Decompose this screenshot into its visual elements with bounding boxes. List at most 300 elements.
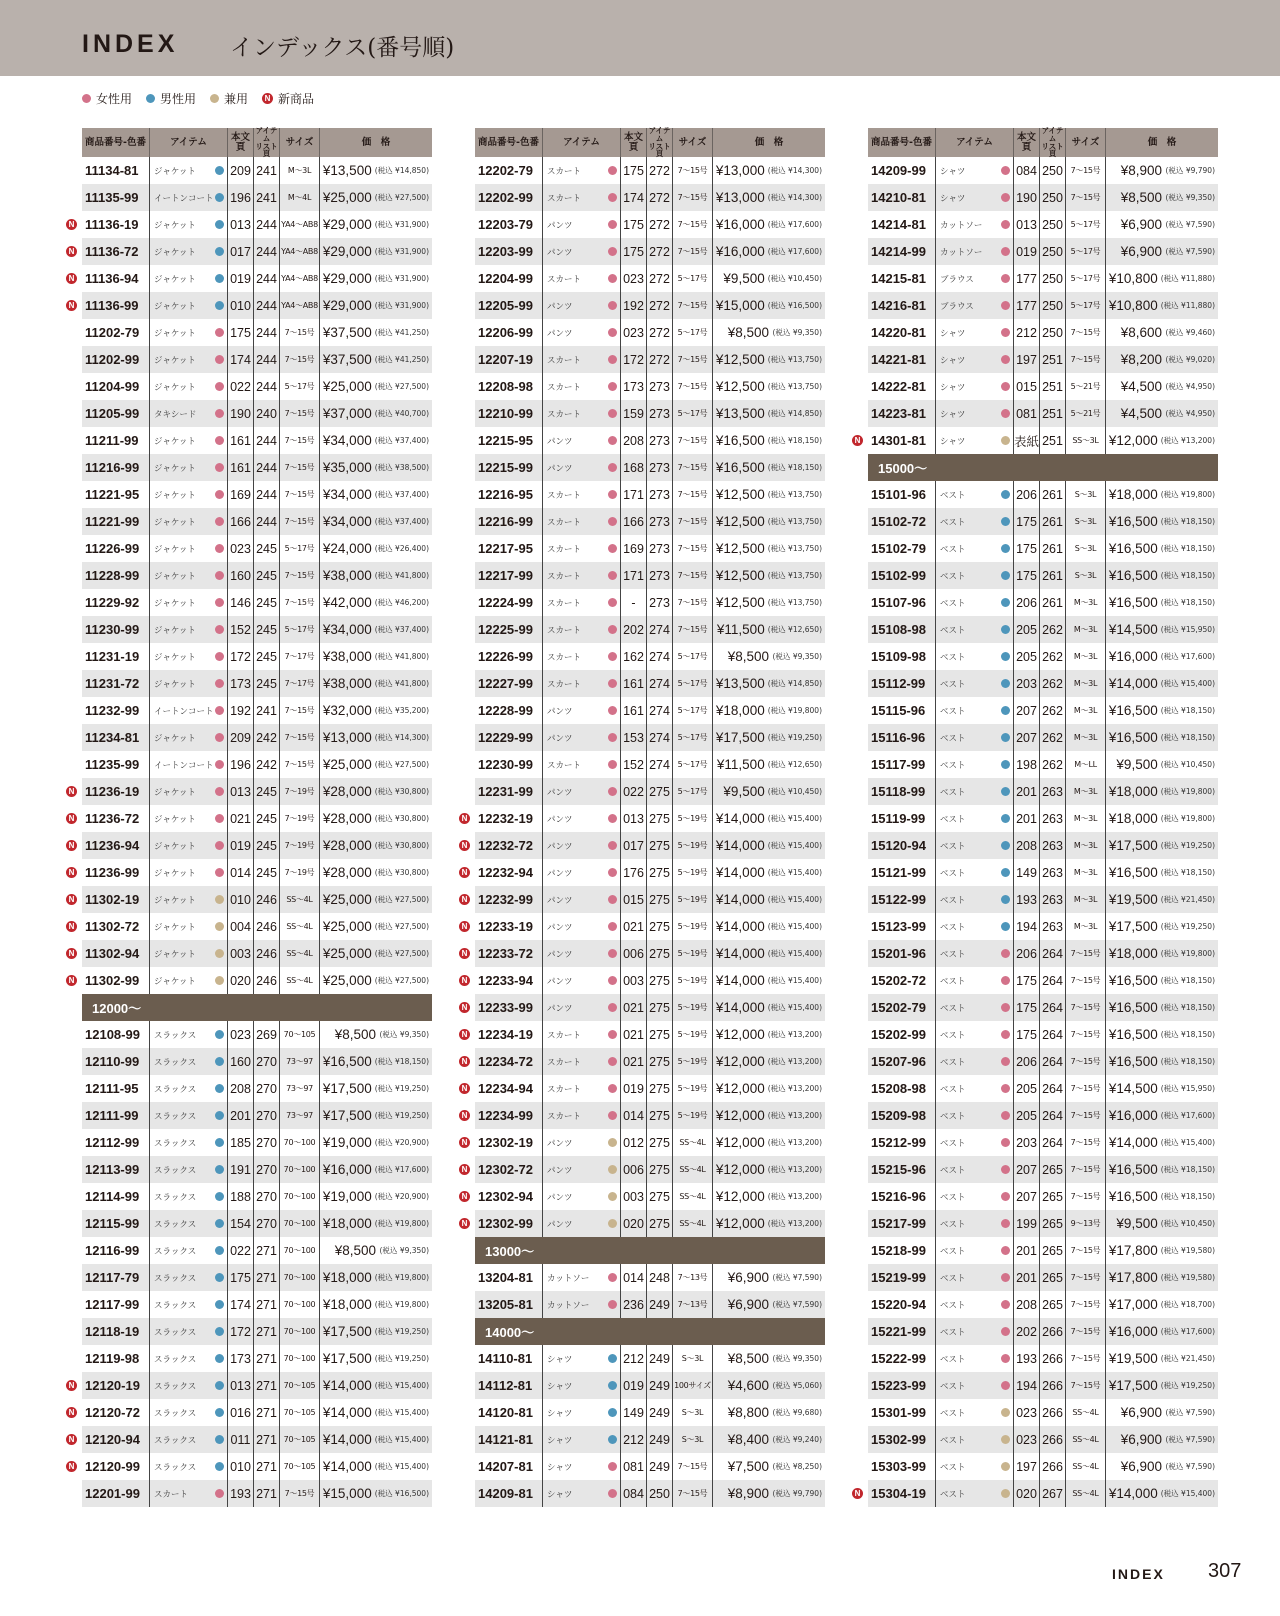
size-range: 7～15号: [1066, 967, 1106, 994]
product-code: 13205-81: [475, 1291, 543, 1318]
price-incl-tax: (税込 ¥18,150): [1160, 1057, 1215, 1066]
tax-price: ¥9,460: [1185, 328, 1213, 337]
new-product-icon: N: [459, 867, 470, 878]
tax-price: ¥11,880: [1181, 274, 1213, 283]
item-name: シャツ: [940, 436, 966, 447]
women-dot-icon: [608, 220, 617, 229]
size-range: 7～15号: [280, 589, 320, 616]
women-dot-icon: [215, 706, 224, 715]
size-range: 7～15号: [1066, 1156, 1106, 1183]
list-page: 251: [1040, 427, 1066, 454]
size-range: S～3L: [673, 1399, 713, 1426]
item-cell: [543, 211, 621, 238]
item-cell: [543, 1048, 621, 1075]
price-cell: [1106, 1453, 1218, 1480]
price-incl-tax: (税込 ¥7,590): [1165, 247, 1215, 256]
women-dot-icon: [608, 1462, 617, 1471]
tax-price: ¥16,500: [788, 301, 820, 310]
product-code: 14121-81: [475, 1426, 543, 1453]
price-incl-tax: (税込 ¥13,200): [1160, 436, 1215, 445]
price-cell: [320, 454, 432, 481]
tax-price: ¥19,580: [1181, 1273, 1213, 1282]
price: ¥25,000: [322, 379, 372, 394]
list-page: 265: [1040, 1264, 1066, 1291]
price: ¥8,500: [334, 1027, 376, 1042]
price: ¥8,500: [727, 649, 769, 664]
product-code: 12231-99: [475, 778, 543, 805]
item-name: ジャケット: [154, 355, 196, 366]
tax-price: ¥19,250: [395, 1327, 427, 1336]
size-range: 7～15号: [673, 1453, 713, 1480]
item-name: スラックス: [154, 1219, 197, 1230]
price-incl-tax: (税込 ¥16,500): [374, 1489, 429, 1498]
table-header: [868, 125, 1218, 159]
index-table-2: [461, 125, 825, 1507]
item-cell: [543, 697, 621, 724]
body-page: 022: [621, 778, 647, 805]
item-cell: [543, 940, 621, 967]
tax-price: ¥17,600: [788, 247, 820, 256]
price-incl-tax: (税込 ¥15,400): [767, 895, 822, 904]
price-cell: [320, 481, 432, 508]
women-dot-icon: [608, 1489, 617, 1498]
list-page: 275: [647, 1021, 673, 1048]
tax-prefix: 税込: [770, 733, 786, 742]
section-header: 13000～: [475, 1237, 825, 1264]
price-incl-tax: (税込 ¥31,900): [374, 274, 429, 283]
price-cell: [320, 1156, 432, 1183]
table-row: [475, 508, 825, 535]
size-range: 70～100: [280, 1156, 320, 1183]
header-price: 価 格: [1147, 136, 1177, 148]
price: ¥9,500: [1116, 1216, 1158, 1231]
size-range: 7～15号: [673, 562, 713, 589]
price-incl-tax: (税込 ¥35,200): [374, 706, 429, 715]
body-page: 023: [228, 535, 254, 562]
product-code: 12206-99: [475, 319, 543, 346]
item-name: スカート: [547, 1111, 582, 1122]
list-page: 274: [647, 616, 673, 643]
price-cell: [1106, 832, 1218, 859]
size-range: 5～17号: [1066, 265, 1106, 292]
tax-prefix: 税込: [377, 1219, 393, 1228]
item-name: ジャケット: [154, 463, 196, 474]
item-name: スラックス: [154, 1300, 197, 1311]
table-row: [475, 1399, 825, 1426]
item-name: ベスト: [940, 679, 966, 690]
table-row: [68, 1453, 432, 1480]
table-row: [868, 535, 1218, 562]
item-cell: [150, 1291, 228, 1318]
table-row: [68, 238, 432, 265]
tax-price: ¥9,350: [399, 1246, 427, 1255]
tax-prefix: 税込: [1163, 976, 1179, 985]
unisex-dot-icon: [215, 922, 224, 931]
tax-price: ¥21,450: [1181, 1354, 1213, 1363]
item-cell: [936, 238, 1014, 265]
price-incl-tax: (税込 ¥14,300): [374, 733, 429, 742]
legend-item-women: [82, 90, 132, 107]
body-page: 175: [1014, 535, 1040, 562]
tax-prefix: 税込: [1163, 1246, 1179, 1255]
women-dot-icon: [215, 760, 224, 769]
list-page: 245: [254, 670, 280, 697]
body-page: 010: [228, 1453, 254, 1480]
men-dot-icon: [1001, 625, 1010, 634]
body-page: 188: [228, 1183, 254, 1210]
list-page: 275: [647, 859, 673, 886]
price-cell: [1106, 157, 1218, 184]
price-incl-tax: (税込 ¥13,200): [767, 1165, 822, 1174]
item-name: ベスト: [940, 1138, 966, 1149]
unisex-dot-icon: [215, 976, 224, 985]
price-cell: [1106, 589, 1218, 616]
body-page: 013: [228, 1372, 254, 1399]
women-dot-icon: [608, 1084, 617, 1093]
list-page: 275: [647, 778, 673, 805]
tax-price: ¥15,400: [395, 1381, 427, 1390]
price-incl-tax: (税込 ¥19,250): [374, 1327, 429, 1336]
price: ¥4,500: [1120, 379, 1162, 394]
size-range: 5～17号: [673, 724, 713, 751]
list-page: 245: [254, 562, 280, 589]
item-cell: [543, 1210, 621, 1237]
price-cell: [713, 670, 825, 697]
item-cell: [543, 1372, 621, 1399]
new-product-icon: N: [459, 975, 470, 986]
price-incl-tax: (税込 ¥15,400): [767, 841, 822, 850]
item-name: ベスト: [940, 787, 966, 798]
women-dot-icon: [608, 841, 617, 850]
table-row: [868, 940, 1218, 967]
price-incl-tax: (税込 ¥15,400): [767, 868, 822, 877]
item-name: スカート: [547, 517, 582, 528]
price-cell: [320, 832, 432, 859]
men-dot-icon: [215, 166, 224, 175]
item-cell: [150, 1453, 228, 1480]
item-name: スカート: [547, 625, 582, 636]
list-page: 264: [1040, 1048, 1066, 1075]
tax-price: ¥7,590: [1185, 1462, 1213, 1471]
item-name: スラックス: [154, 1327, 197, 1338]
tax-prefix: 税込: [770, 868, 786, 877]
body-page: 003: [621, 1183, 647, 1210]
body-page: -: [621, 589, 647, 616]
product-code: 15209-98: [868, 1102, 936, 1129]
body-page: 169: [228, 481, 254, 508]
price: ¥16,500: [715, 433, 765, 448]
item-name: スラックス: [154, 1246, 197, 1257]
price-incl-tax: (税込 ¥15,400): [374, 1462, 429, 1471]
item-name: ベスト: [940, 1030, 966, 1041]
item-cell: [543, 886, 621, 913]
tax-prefix: 税込: [1163, 301, 1179, 310]
table-row: [461, 1021, 825, 1048]
tax-price: ¥26,400: [395, 544, 427, 553]
women-dot-icon: [608, 706, 617, 715]
price-cell: [320, 778, 432, 805]
legend-item-unisex: [210, 90, 248, 107]
table-row: [68, 1426, 432, 1453]
price-cell: [713, 832, 825, 859]
size-range: 7～15号: [1066, 1291, 1106, 1318]
item-cell: [936, 913, 1014, 940]
list-page: 251: [1040, 400, 1066, 427]
item-cell: [150, 1021, 228, 1048]
item-name: カットソー: [547, 1300, 590, 1311]
product-code: 15303-99: [868, 1453, 936, 1480]
men-dot-icon: [608, 1408, 617, 1417]
product-code: 12108-99: [82, 1021, 150, 1048]
price-cell: [1106, 1345, 1218, 1372]
body-page: 193: [1014, 886, 1040, 913]
price-cell: [320, 913, 432, 940]
list-page: 250: [1040, 265, 1066, 292]
body-page: 010: [228, 886, 254, 913]
tax-prefix: 税込: [1163, 1327, 1179, 1336]
table-row: [868, 1102, 1218, 1129]
product-code: 11216-99: [82, 454, 150, 481]
footer-label: INDEX: [1112, 1566, 1165, 1582]
product-code: 15220-94: [868, 1291, 936, 1318]
unisex-dot-icon: [215, 895, 224, 904]
tax-price: ¥7,590: [1185, 1408, 1213, 1417]
body-page: 166: [621, 508, 647, 535]
item-name: カットソー: [547, 1273, 590, 1284]
size-range: 7～13号: [673, 1291, 713, 1318]
product-code: 12114-99: [82, 1183, 150, 1210]
product-code: 12120-72: [82, 1399, 150, 1426]
size-range: M～3L: [1066, 778, 1106, 805]
women-dot-icon: [1001, 1381, 1010, 1390]
price-incl-tax: (税込 ¥15,400): [374, 1435, 429, 1444]
tax-price: ¥15,400: [1181, 1138, 1213, 1147]
item-name: ジャケット: [154, 625, 196, 636]
table-row: [868, 184, 1218, 211]
table-row: [868, 1021, 1218, 1048]
price: ¥18,000: [322, 1216, 372, 1231]
item-name: パンツ: [547, 220, 573, 231]
new-product-icon: N: [459, 1137, 470, 1148]
item-cell: [150, 1129, 228, 1156]
table-row: [475, 454, 825, 481]
body-page: 161: [228, 454, 254, 481]
size-range: 7～15号: [280, 697, 320, 724]
item-name: スカート: [547, 652, 582, 663]
header-code: 商品番号-色番: [868, 128, 936, 157]
women-dot-icon: [1001, 1165, 1010, 1174]
item-cell: [543, 454, 621, 481]
tax-price: ¥13,750: [788, 544, 820, 553]
tax-price: ¥10,450: [1181, 760, 1213, 769]
tax-price: ¥16,500: [395, 1489, 427, 1498]
price: ¥16,500: [1108, 1027, 1158, 1042]
size-range: 5～19号: [673, 1075, 713, 1102]
body-page: 023: [1014, 1426, 1040, 1453]
product-code: 11302-94: [82, 940, 150, 967]
size-range: 5～19号: [673, 940, 713, 967]
price-cell: [713, 1156, 825, 1183]
header-list-page-line1: アイテム: [648, 125, 671, 143]
price-cell: [1106, 1291, 1218, 1318]
size-range: 5～21号: [1066, 373, 1106, 400]
body-page: 020: [621, 1210, 647, 1237]
women-dot-icon: [1001, 355, 1010, 364]
price: ¥14,000: [715, 946, 765, 961]
list-page: 245: [254, 616, 280, 643]
list-page: 272: [647, 319, 673, 346]
list-page: 263: [1040, 913, 1066, 940]
price: ¥34,000: [322, 433, 372, 448]
table-row: [82, 508, 432, 535]
tax-price: ¥18,150: [1181, 976, 1213, 985]
tax-prefix: 税込: [382, 1030, 398, 1039]
price-incl-tax: (税込 ¥15,400): [767, 949, 822, 958]
table-header: [475, 125, 825, 159]
women-dot-icon: [608, 1300, 617, 1309]
price: ¥35,000: [322, 460, 372, 475]
size-range: 7～15号: [673, 157, 713, 184]
item-cell: [150, 616, 228, 643]
table-row: [868, 616, 1218, 643]
body-page: 021: [621, 1048, 647, 1075]
tax-price: ¥7,590: [1185, 1435, 1213, 1444]
tax-prefix: 税込: [1163, 598, 1179, 607]
item-cell: [543, 292, 621, 319]
table-row: [82, 1156, 432, 1183]
women-dot-icon: [1001, 1030, 1010, 1039]
item-cell: [150, 346, 228, 373]
price-incl-tax: (税込 ¥19,250): [1160, 841, 1215, 850]
product-code: 11229-92: [82, 589, 150, 616]
women-dot-icon: [215, 814, 224, 823]
item-cell: [150, 1480, 228, 1507]
price: ¥25,000: [322, 892, 372, 907]
table-row: [68, 913, 432, 940]
women-dot-icon: [215, 436, 224, 445]
men-dot-icon: [1001, 571, 1010, 580]
product-code: 15216-96: [868, 1183, 936, 1210]
price-incl-tax: (税込 ¥9,240): [772, 1435, 822, 1444]
item-cell: [543, 1426, 621, 1453]
item-name: ジャケット: [154, 679, 196, 690]
size-range: 5～17号: [1066, 292, 1106, 319]
body-page: 013: [621, 805, 647, 832]
price: ¥16,500: [1108, 514, 1158, 529]
price: ¥13,500: [322, 163, 372, 178]
product-code: 15223-99: [868, 1372, 936, 1399]
price-cell: [713, 778, 825, 805]
tax-prefix: 税込: [377, 1354, 393, 1363]
women-dot-icon: [215, 625, 224, 634]
table-row: [82, 1075, 432, 1102]
price-cell: [1106, 1237, 1218, 1264]
price-incl-tax: (税込 ¥18,150): [1160, 544, 1215, 553]
tax-price: ¥13,200: [788, 1192, 820, 1201]
body-page: 207: [1014, 1183, 1040, 1210]
item-name: ジャケット: [154, 895, 196, 906]
tax-prefix: 税込: [1163, 1030, 1179, 1039]
price: ¥14,000: [322, 1432, 372, 1447]
women-dot-icon: [608, 787, 617, 796]
table-row: [461, 1102, 825, 1129]
list-page: 271: [254, 1453, 280, 1480]
price-incl-tax: (税込 ¥40,700): [374, 409, 429, 418]
men-dot-icon: [608, 1354, 617, 1363]
tax-price: ¥13,750: [788, 571, 820, 580]
table-row: [868, 1183, 1218, 1210]
price-incl-tax: (税込 ¥27,500): [374, 760, 429, 769]
tax-prefix: 税込: [770, 463, 786, 472]
header-list-page-line2: リスト頁: [648, 141, 671, 159]
item-cell: [936, 1210, 1014, 1237]
price-cell: [713, 589, 825, 616]
price-incl-tax: (税込 ¥31,900): [374, 220, 429, 229]
tax-prefix: 税込: [770, 1138, 786, 1147]
item-cell: [936, 1318, 1014, 1345]
table-row: [868, 1372, 1218, 1399]
table-row: [82, 1345, 432, 1372]
price-cell: [1106, 1156, 1218, 1183]
list-page: 275: [647, 886, 673, 913]
body-page: 表紙: [1014, 427, 1040, 454]
table-row: [82, 697, 432, 724]
price-incl-tax: (税込 ¥14,850): [767, 679, 822, 688]
item-name: スカート: [547, 1057, 582, 1068]
tax-price: ¥13,750: [788, 517, 820, 526]
price-incl-tax: (税込 ¥46,200): [374, 598, 429, 607]
tax-prefix: 税込: [377, 733, 393, 742]
table-row: [82, 670, 432, 697]
size-range: YA4～AB8: [280, 265, 320, 292]
men-dot-icon: [215, 193, 224, 202]
size-range: 70～105: [280, 1426, 320, 1453]
item-cell: [543, 427, 621, 454]
item-name: ベスト: [940, 706, 966, 717]
item-name: シャツ: [940, 355, 966, 366]
new-product-icon: N: [459, 1164, 470, 1175]
price: ¥18,000: [1108, 811, 1158, 826]
size-range: 5～17号: [673, 319, 713, 346]
price-incl-tax: (税込 ¥27,500): [374, 976, 429, 985]
table-row: [68, 886, 432, 913]
item-name: パンツ: [547, 976, 573, 987]
list-page: 246: [254, 913, 280, 940]
product-code: 15202-79: [868, 994, 936, 1021]
body-page: 201: [1014, 1237, 1040, 1264]
header-code: 商品番号-色番: [82, 128, 150, 157]
tax-prefix: 税込: [377, 1192, 393, 1201]
price-cell: [713, 940, 825, 967]
tax-price: ¥27,500: [395, 895, 427, 904]
table-row: [868, 562, 1218, 589]
price-cell: [713, 373, 825, 400]
table-row: [475, 400, 825, 427]
price: ¥16,500: [1108, 541, 1158, 556]
item-name: イートンコート: [154, 760, 214, 771]
body-page: 174: [621, 184, 647, 211]
price-incl-tax: (税込 ¥5,060): [772, 1381, 822, 1390]
body-page: 209: [228, 724, 254, 751]
price-incl-tax: (税込 ¥13,750): [767, 490, 822, 499]
price-incl-tax: (税込 ¥21,450): [1160, 895, 1215, 904]
product-code: 15102-99: [868, 562, 936, 589]
table-row: [475, 724, 825, 751]
price-cell: [713, 400, 825, 427]
body-page: 207: [1014, 1156, 1040, 1183]
item-name: スラックス: [154, 1381, 197, 1392]
legend-label: 新商品: [278, 92, 315, 106]
